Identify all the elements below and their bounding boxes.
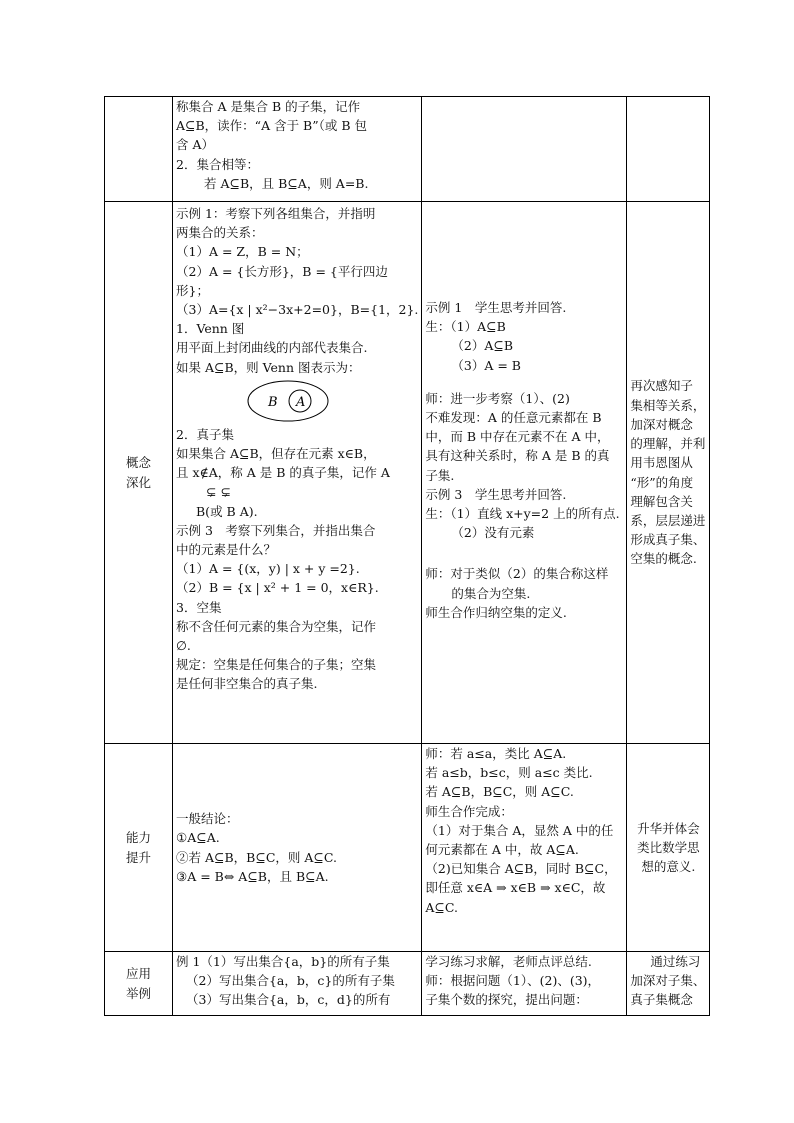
note-line: 通过练习 <box>650 954 701 969</box>
content-line: 一般结论： <box>176 811 239 827</box>
note-line: 真子集概念 <box>630 992 693 1008</box>
content-cell <box>173 202 422 744</box>
symbol-line: ⊊ ⊊ <box>206 484 231 500</box>
note-line: 加深对概念 <box>630 416 693 432</box>
activity-line: （1）对于集合 A，显然 A 中的任 <box>425 822 614 838</box>
section-heading: 2．真子集 <box>176 426 234 442</box>
stage-label: 能力 <box>125 830 151 846</box>
stage-label: 概念 <box>125 455 151 471</box>
content-line: （1）A = Z，B = N； <box>176 244 309 260</box>
stage-cell <box>105 744 173 952</box>
activity-line: 学习练习求解，老师点评总结. <box>425 954 592 969</box>
content-line: ③A = B⇔ A⊆B，且 B⊆A. <box>176 868 329 884</box>
activity-line: 示例 1 学生思考并回答. <box>425 300 567 315</box>
note-line: 类比数学思 <box>637 839 700 855</box>
venn-diagram <box>176 377 418 425</box>
content-cell <box>173 952 422 1016</box>
note-line: 再次感知子 <box>630 378 693 394</box>
section-heading: 1．Venn 图 <box>176 321 245 337</box>
venn-outer-ellipse <box>248 381 328 421</box>
content-line: B(或 B A). <box>196 503 258 519</box>
stage-label: 深化 <box>125 474 151 490</box>
stage-cell <box>105 97 173 202</box>
content-line: （3）A={x | x²−3x+2=0}，B={1，2}. <box>176 302 419 318</box>
activity-line: 师生合作归纳空集的定义. <box>425 604 567 620</box>
note-line: 空集的概念. <box>630 551 697 567</box>
content-line: 两集合的关系： <box>176 225 264 241</box>
note-cell <box>627 97 710 202</box>
note-line: 加深对子集、 <box>630 973 706 989</box>
table-row <box>105 97 710 202</box>
stage-label: 提升 <box>125 849 151 865</box>
activity-line: 子集. <box>425 467 455 483</box>
content-line: ①A⊆A. <box>176 830 220 846</box>
stage-label: 应用 <box>125 966 151 982</box>
lesson-plan-table <box>104 96 710 1016</box>
content-line: 用平面上封闭曲线的内部代表集合. <box>176 340 368 356</box>
activity-line: 师生合作完成： <box>425 803 513 819</box>
content-line: 称集合 A 是集合 B 的子集，记作 <box>176 99 361 114</box>
content-line: 形}； <box>176 282 209 298</box>
content-line: 如果 A⊆B，则 Venn 图表示为： <box>176 359 361 375</box>
activity-line: 具有这种关系时，称 A 是 B 的真 <box>425 448 610 464</box>
content-line: 示例 1：考察下列各组集合，并指明 <box>176 206 376 221</box>
note-line: 用韦恩图从 <box>630 455 693 471</box>
table-row <box>105 744 710 952</box>
stage-cell <box>105 952 173 1016</box>
activity-cell <box>422 202 627 744</box>
content-cell <box>173 97 422 202</box>
activity-line: （2）没有元素 <box>451 525 535 541</box>
venn-inner-label: A <box>296 394 306 410</box>
activity-line: 生：（1）直线 x+y=2 上的所有点. <box>425 506 620 522</box>
activity-cell <box>422 97 627 202</box>
content-line: 示例 3 考察下列集合，并指出集合 <box>176 522 376 538</box>
note-line: “形”的角度 <box>630 474 694 490</box>
activity-line: A⊆C. <box>425 899 458 915</box>
note-line: 集相等关系， <box>630 397 706 413</box>
note-cell <box>627 744 710 952</box>
activity-cell <box>422 952 627 1016</box>
content-line: A⊆B，读作：“A 含于 B”（或 B 包 <box>176 118 368 134</box>
activity-line: 不难发现：A 的任意元素都在 B <box>425 410 602 426</box>
note-line: 升华并体会 <box>637 820 700 836</box>
activity-line: （3）A = B <box>451 357 521 373</box>
note-line: 想的意义. <box>641 859 696 875</box>
activity-line: 师：根据问题（1）、(2)、(3)， <box>425 973 601 989</box>
content-line: 若 A⊆B，且 B⊆A，则 A=B. <box>204 175 369 191</box>
content-line: 称不含任何元素的集合为空集，记作 <box>176 618 377 634</box>
note-line: 的理解，并利 <box>630 436 706 452</box>
table-row <box>105 202 710 744</box>
activity-line: 生：（1）A⊆B <box>425 319 506 335</box>
activity-cell <box>422 744 627 952</box>
content-line: ②若 A⊆B，B⊆C，则 A⊆C. <box>176 849 337 865</box>
activity-line: 师：对于类似（2）的集合称这样 <box>425 566 609 582</box>
stage-cell <box>105 202 173 744</box>
content-line: 例 1（1）写出集合{a，b}的所有子集 <box>176 954 390 969</box>
stage-label: 举例 <box>125 985 151 1001</box>
note-line: 系，层层递进 <box>630 512 706 528</box>
content-line: （2）A = {长方形}，B = {平行四边 <box>176 263 388 279</box>
note-line: 形成真子集、 <box>630 532 706 548</box>
content-line: 是任何非空集合的真子集. <box>176 676 318 692</box>
note-cell <box>627 202 710 744</box>
section-heading: 2．集合相等： <box>176 156 259 172</box>
activity-line: 若 A⊆B，B⊆C，则 A⊆C. <box>425 784 574 800</box>
content-line: （2）写出集合{a，b，c}的所有子集 <box>186 973 395 989</box>
table-row <box>105 952 710 1016</box>
venn-diagram-svg <box>246 379 336 423</box>
content-line: 且 x∉A，称 A 是 B 的真子集，记作 A <box>176 465 390 481</box>
activity-line: （2)已知集合 A⊆B，同时 B⊆C， <box>425 861 617 877</box>
content-cell <box>173 744 422 952</box>
activity-line: 示例 3 学生思考并回答. <box>425 486 567 502</box>
activity-line: 师：若 a≤a，类比 A⊆A. <box>425 746 567 761</box>
activity-line: 即任意 x∈A ⇒ x∈B ⇒ x∈C，故 <box>425 880 606 896</box>
venn-outer-label: B <box>268 394 278 410</box>
content-line: （1）A = {(x，y) | x + y =2}. <box>176 561 360 577</box>
note-cell <box>627 952 710 1016</box>
content-line: 中的元素是什么？ <box>176 542 277 558</box>
content-line: 规定：空集是任何集合的子集；空集 <box>176 657 377 673</box>
activity-line: 子集个数的探究，提出问题： <box>425 992 588 1008</box>
activity-line: 师：进一步考察（1）、(2) <box>425 390 570 406</box>
note-line: 理解包含关 <box>630 493 693 509</box>
activity-line: 若 a≤b，b≤c，则 a≤c 类比. <box>425 765 593 781</box>
content-line: ∅. <box>176 638 191 654</box>
section-heading: 3．空集 <box>176 599 222 615</box>
content-line: 含 A） <box>176 137 215 153</box>
content-line: （2）B = {x | x² + 1 = 0，x∈R}. <box>176 580 379 596</box>
activity-line: 何元素都在 A 中，故 A⊆A. <box>425 842 579 858</box>
content-line: 如果集合 A⊆B，但存在元素 x∈B， <box>176 446 376 462</box>
activity-line: （2）A⊆B <box>451 338 514 354</box>
activity-line: 中，而 B 中存在元素不在 A 中， <box>425 429 610 445</box>
activity-line: 的集合为空集. <box>451 585 531 601</box>
content-line: （3）写出集合{a，b，c，d}的所有 <box>186 992 391 1008</box>
